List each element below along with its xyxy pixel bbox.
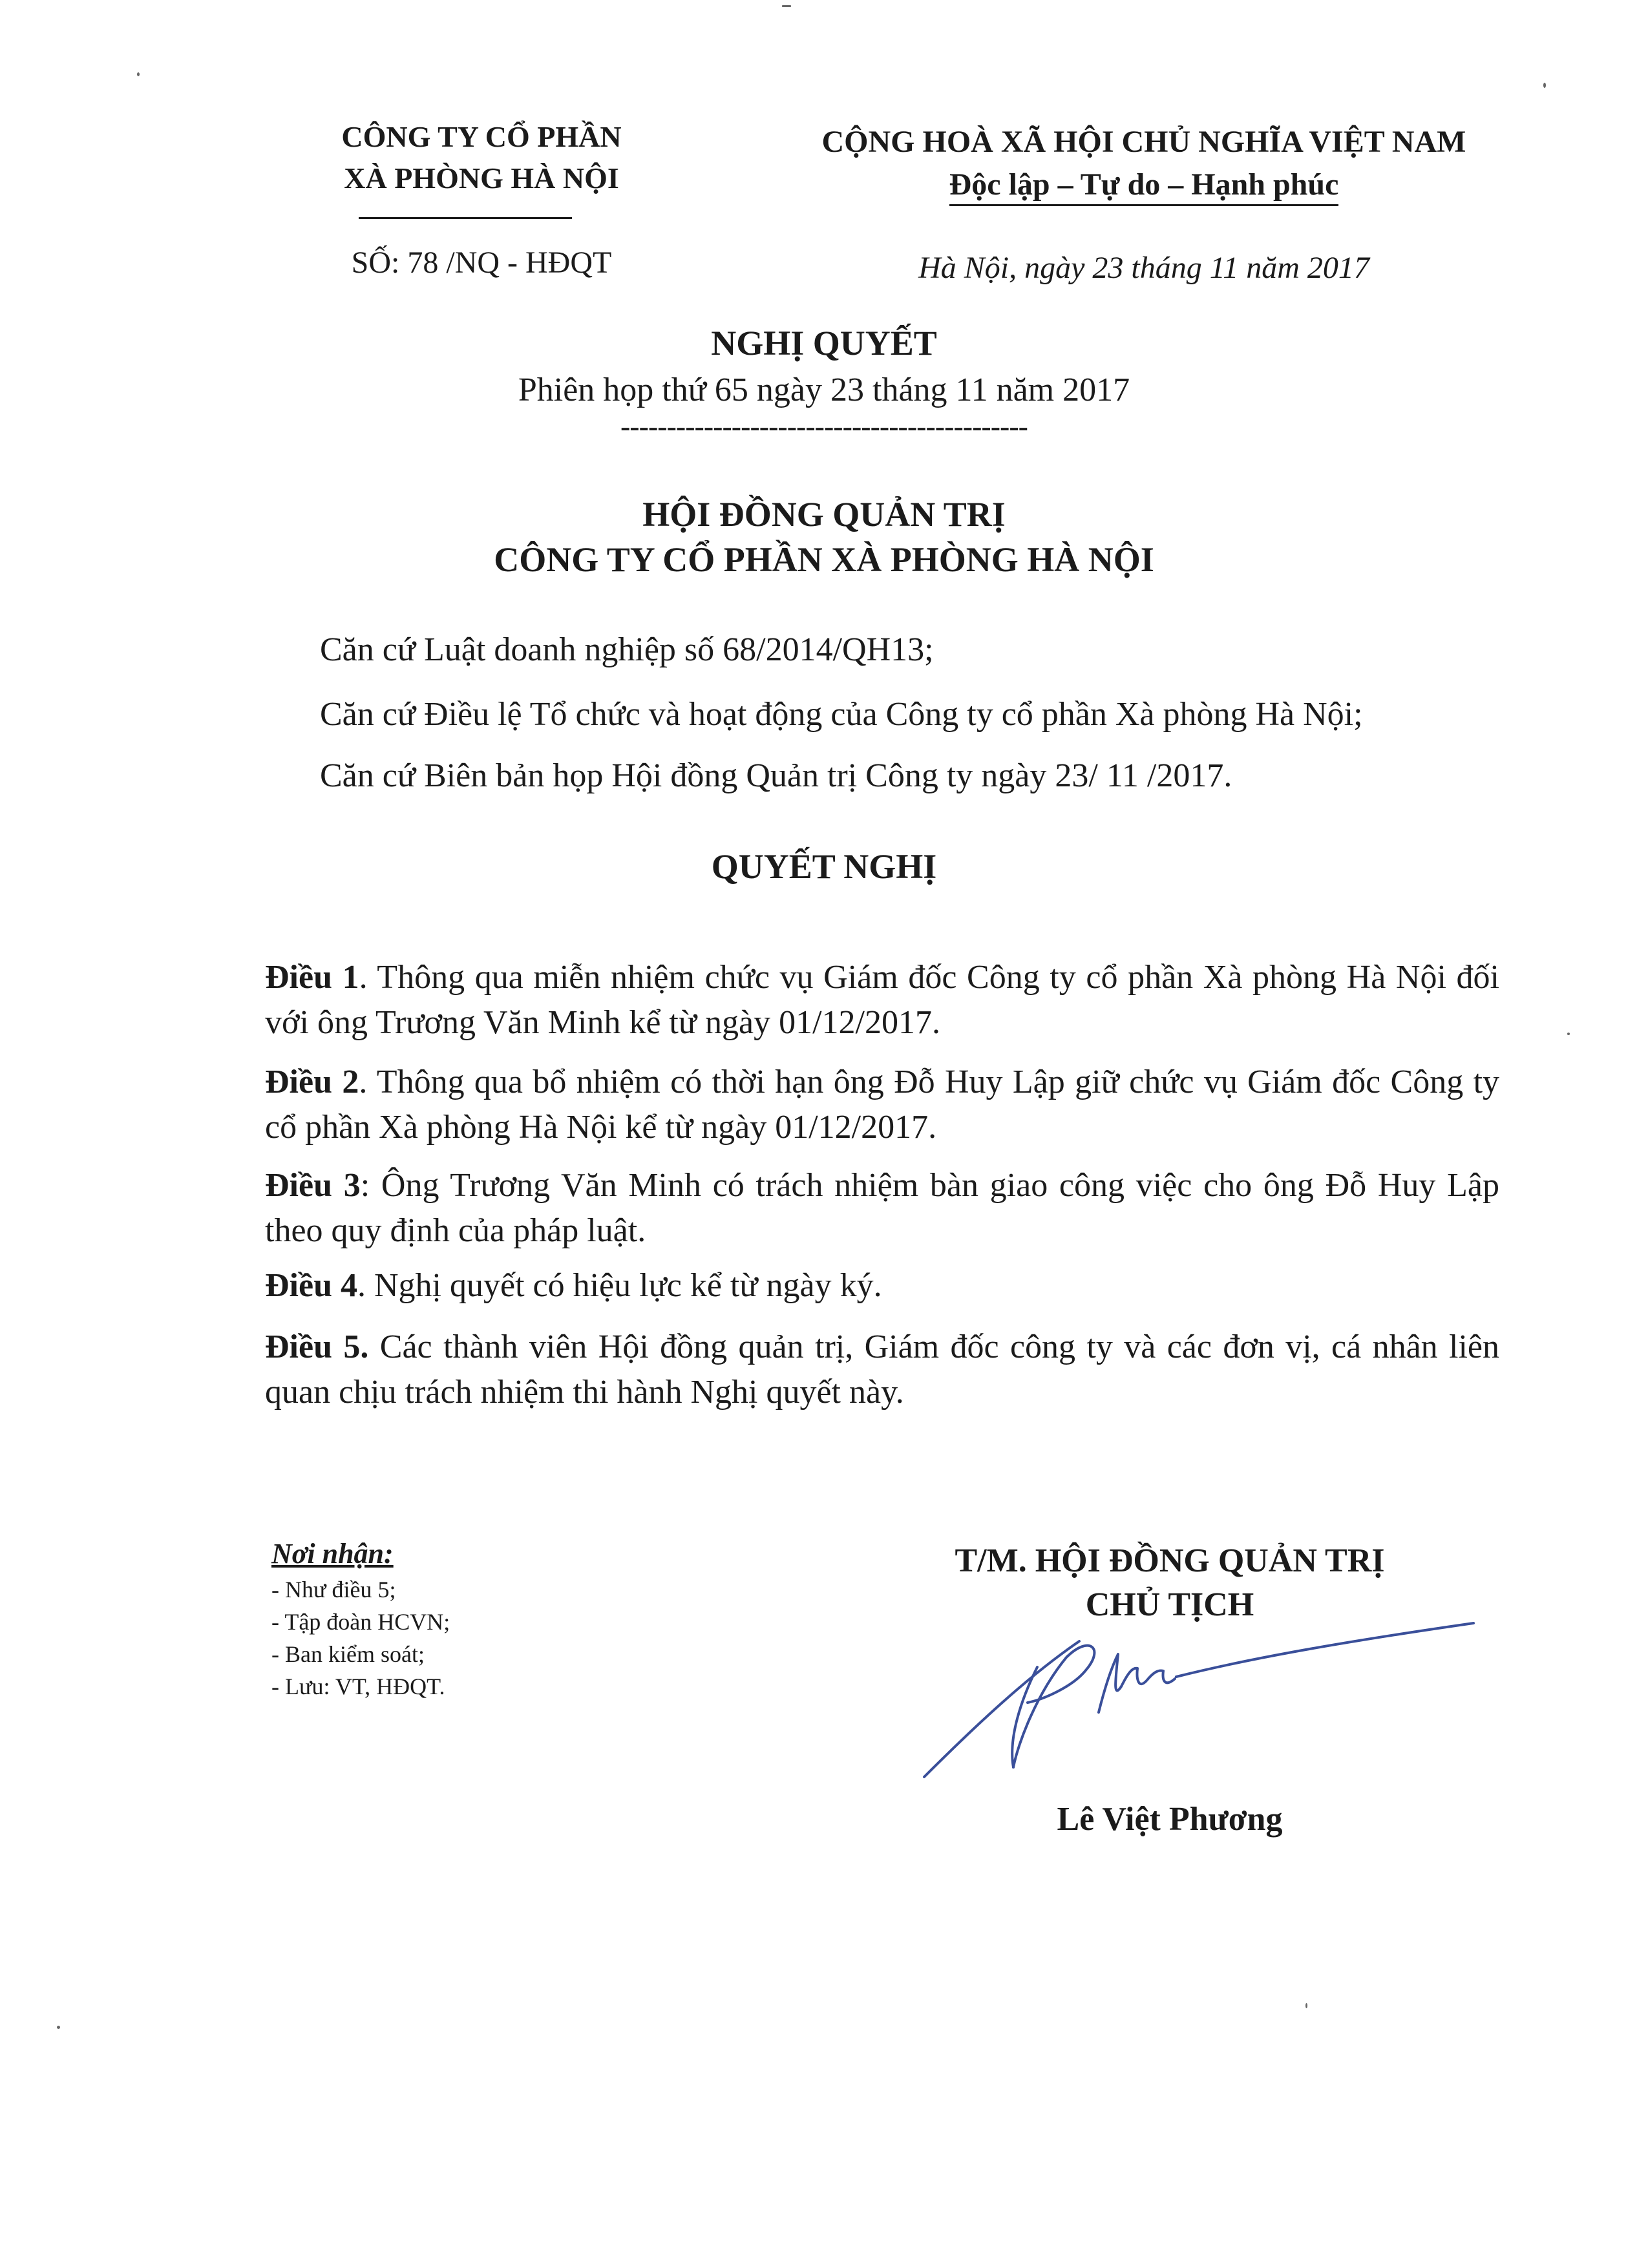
article-2-label: Điều 2 [265,1064,359,1100]
article-2-text: . Thông qua bổ nhiệm có thời hạn ông Đỗ Huy Lập giữ chức vụ Giám đốc Công ty cổ phần Xà phòng Hà Nội kể từ ngày 01/12/2017. [265,1064,1500,1146]
article-3 [265,1163,1499,1254]
article-5 [265,1325,1499,1415]
article-1-label: Điều 1 [265,959,359,996]
resolve-heading: QUYẾT NGHỊ [711,847,937,886]
article-2 [265,1060,1499,1150]
recipients-heading: Nơi nhận: [271,1538,394,1570]
scan-speck [1305,2003,1307,2008]
article-5-label: Điều 5. [265,1328,369,1365]
scan-speck [782,5,791,7]
issuer-line1: HỘI ĐỒNG QUẢN TRỊ [642,495,1006,534]
company-underline [359,217,572,219]
signature-position: CHỦ TỊCH [1085,1586,1254,1623]
article-3-label: Điều 3 [265,1167,361,1204]
legal-basis-3: Căn cứ Biên bản họp Hội đồng Quản trị Công ty ngày 23/ 11 /2017. [320,757,1232,794]
signer-name: Lê Việt Phương [1057,1801,1283,1838]
document-number: SỐ: 78 /NQ - HĐQT [351,246,612,280]
recipient-item: - Tập đoàn HCVN; [271,1609,450,1635]
article-1-text: . Thông qua miễn nhiệm chức vụ Giám đốc Công ty cổ phần Xà phòng Hà Nội đối với ông Trương Văn Minh kể từ ngày 01/12/2017. [265,959,1499,1041]
document-type: NGHỊ QUYẾT [711,324,937,362]
handwritten-signature [905,1615,1486,1796]
scan-speck [137,72,140,76]
recipient-item: - Ban kiểm soát; [271,1641,425,1667]
national-motto-wrap [750,164,1538,205]
legal-basis-2: Căn cứ Điều lệ Tổ chức và hoạt động của Công ty cổ phần Xà phòng Hà Nội; [320,696,1363,733]
article-4 [265,1263,1499,1308]
issuer-line2: CÔNG TY CỔ PHẦN XÀ PHÒNG HÀ NỘI [494,540,1154,579]
scan-speck [1567,1033,1570,1035]
place-date: Hà Nội, ngày 23 tháng 11 năm 2017 [918,251,1369,285]
recipient-item: - Lưu: VT, HĐQT. [271,1674,445,1699]
signature-on-behalf: T/M. HỘI ĐỒNG QUẢN TRỊ [955,1542,1385,1579]
company-name-line2: XÀ PHÒNG HÀ NỘI [344,162,619,194]
company-name-line1: CÔNG TY CỔ PHẦN [341,120,622,153]
national-title: CỘNG HOÀ XÃ HỘI CHỦ NGHĨA VIỆT NAM [821,125,1466,159]
recipients-block [271,1535,724,1703]
legal-basis-1: Căn cứ Luật doanh nghiệp số 68/2014/QH13; [320,631,934,668]
recipient-item: - Như điều 5; [271,1577,396,1602]
issuing-company [255,116,708,199]
article-4-text: . Nghị quyết có hiệu lực kể từ ngày ký. [357,1267,882,1304]
article-4-label: Điều 4 [265,1267,357,1304]
article-1 [265,955,1499,1045]
meeting-subtitle: Phiên họp thứ 65 ngày 23 tháng 11 năm 2017 [518,372,1130,408]
national-motto: Độc lập – Tự do – Hạnh phúc [949,167,1339,206]
scan-speck [57,2026,60,2029]
article-5-text: Các thành viên Hội đồng quản trị, Giám đốc công ty và các đơn vị, cá nhân liên quan chịu trách nhiệm thi hành Nghị quyết này. [265,1328,1500,1411]
scan-speck [1543,83,1546,88]
title-separator: -------------------------------------------- [620,410,1028,443]
article-3-text: : Ông Trương Văn Minh có trách nhiệm bàn giao công việc cho ông Đỗ Huy Lập theo quy định của pháp luật. [265,1167,1499,1249]
